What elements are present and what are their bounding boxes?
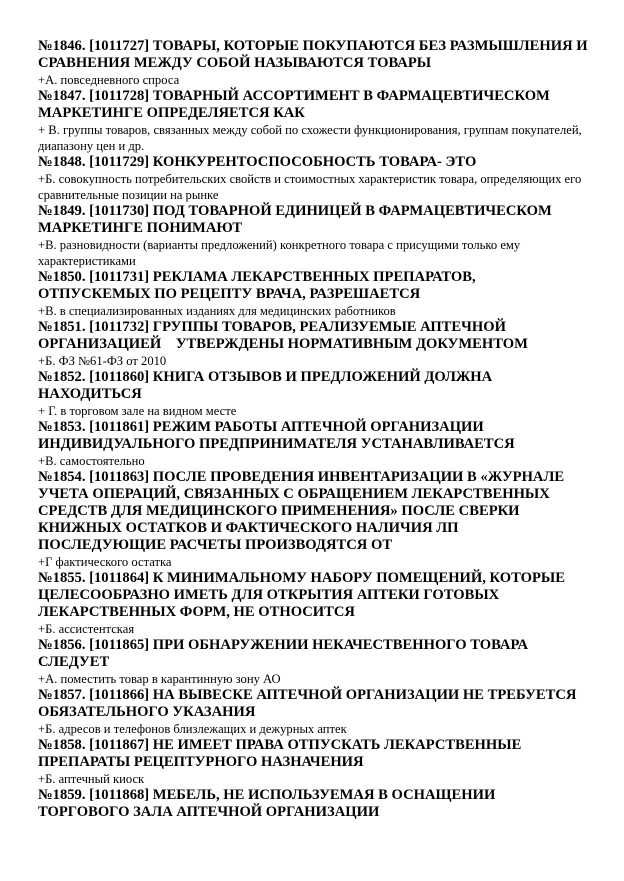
answer-1858: +Б. аптечный киоск bbox=[38, 772, 145, 786]
question-1852: №1852. [1011860] КНИГА ОТЗЫВОВ И ПРЕДЛОЖЕНИЙ ДОЛЖНА НАХОДИТЬСЯ bbox=[38, 369, 493, 402]
answer-1851: +Б. ФЗ №61-ФЗ от 2010 bbox=[38, 354, 167, 368]
question-1854: №1854. [1011863] ПОСЛЕ ПРОВЕДЕНИЯ ИНВЕНТАРИЗАЦИИ В «ЖУРНАЛЕ УЧЕТА ОПЕРАЦИЙ, СВЯЗАННЫХ С ОБРАЩЕНИЕМ ЛЕКАРСТВЕННЫХ СРЕДСТВ ДЛЯ МЕДИЦИНСКОГО ПРИМЕНЕНИЯ» ПОСЛЕ СВЕРКИ КНИЖНЫХ ОСТАТКОВ И ФАКТИЧЕСКОГО НАЛИЧИЯ ЛП ПОСЛЕДУЮЩИЕ РАСЧЕТЫ ПРОИЗВОДЯТСЯ ОТ bbox=[38, 469, 565, 553]
question-1846: №1846. [1011727] ТОВАРЫ, КОТОРЫЕ ПОКУПАЮТСЯ БЕЗ РАЗМЫШЛЕНИЯ И СРАВНЕНИЯ МЕЖДУ СОБОЙ НАЗЫВАЮТСЯ ТОВАРЫ bbox=[38, 38, 588, 71]
question-1851: №1851. [1011732] ГРУППЫ ТОВАРОВ, РЕАЛИЗУЕМЫЕ АПТЕЧНОЙ ОРГАНИЗАЦИЕЙ УТВЕРЖДЕНЫ НОРМАТИВНЫМ ДОКУМЕНТОМ bbox=[38, 319, 528, 352]
question-1850: №1850. [1011731] РЕКЛАМА ЛЕКАРСТВЕННЫХ ПРЕПАРАТОВ, ОТПУСКЕМЫХ ПО РЕЦЕПТУ ВРАЧА, РАЗРЕШАЕТСЯ bbox=[38, 269, 476, 302]
answer-1855: +Б. ассистентская bbox=[38, 622, 135, 636]
answer-1847: + В. группы товаров, связанных между собой по схожести функционирования, группам покупателей, диапазону цен и др. bbox=[38, 123, 582, 153]
answer-1848: +Б. совокупность потребительских свойств и стоимостных характеристик товара, определяющих его сравнительные позиции на рынке bbox=[38, 172, 582, 202]
answer-1857: +Б. адресов и телефонов близлежащих и дежурных аптек bbox=[38, 722, 347, 736]
question-1856: №1856. [1011865] ПРИ ОБНАРУЖЕНИИ НЕКАЧЕСТВЕННОГО ТОВАРА СЛЕДУЕТ bbox=[38, 637, 529, 670]
answer-1849: +В. разновидности (варианты предложений) конкретного товара с присущими только ему характеристиками bbox=[38, 238, 521, 268]
answer-1853: +В. самостоятельно bbox=[38, 454, 145, 468]
answer-1846: +А. повседневного спроса bbox=[38, 73, 180, 87]
question-1847: №1847. [1011728] ТОВАРНЫЙ АССОРТИМЕНТ В ФАРМАЦЕВТИЧЕСКОМ МАРКЕТИНГЕ ОПРЕДЕЛЯЕТСЯ КАК bbox=[38, 88, 550, 121]
answer-1852: + Г. в торговом зале на видном месте bbox=[38, 404, 237, 418]
question-1848: №1848. [1011729] КОНКУРЕНТОСПОСОБНОСТЬ ТОВАРА- ЭТО bbox=[38, 154, 477, 170]
question-1859: №1859. [1011868] МЕБЕЛЬ, НЕ ИСПОЛЬЗУЕМАЯ В ОСНАЩЕНИИ ТОРГОВОГО ЗАЛА АПТЕЧНОЙ ОРГАНИЗАЦИИ bbox=[38, 787, 496, 820]
question-1857: №1857. [1011866] НА ВЫВЕСКЕ АПТЕЧНОЙ ОРГАНИЗАЦИИ НЕ ТРЕБУЕТСЯ ОБЯЗАТЕЛЬНОГО УКАЗАНИЯ bbox=[38, 687, 577, 720]
answer-1850: +В. в специализированных изданиях для медицинских работников bbox=[38, 304, 396, 318]
question-1853: №1853. [1011861] РЕЖИМ РАБОТЫ АПТЕЧНОЙ ОРГАНИЗАЦИИ ИНДИВИДУАЛЬНОГО ПРЕДПРИНИМАТЕЛЯ УСТАНАВЛИВАЕТСЯ bbox=[38, 419, 515, 452]
answer-1856: +А. поместить товар в карантинную зону АО bbox=[38, 672, 281, 686]
question-1849: №1849. [1011730] ПОД ТОВАРНОЙ ЕДИНИЦЕЙ В ФАРМАЦЕВТИЧЕСКОМ МАРКЕТИНГЕ ПОНИМАЮТ bbox=[38, 203, 552, 236]
question-1858: №1858. [1011867] НЕ ИМЕЕТ ПРАВА ОТПУСКАТЬ ЛЕКАРСТВЕННЫЕ ПРЕПАРАТЫ РЕЦЕПТУРНОГО НАЗНАЧЕНИЯ bbox=[38, 737, 522, 770]
answer-1854: +Г фактического остатка bbox=[38, 555, 172, 569]
question-1855: №1855. [1011864] К МИНИМАЛЬНОМУ НАБОРУ ПОМЕЩЕНИЙ, КОТОРЫЕ ЦЕЛЕСООБРАЗНО ИМЕТЬ ДЛЯ ОТКРЫТИЯ АПТЕКИ ГОТОВЫХ ЛЕКАРСТВЕННЫХ ФОРМ, НЕ ОТНОСИТСЯ bbox=[38, 570, 565, 620]
